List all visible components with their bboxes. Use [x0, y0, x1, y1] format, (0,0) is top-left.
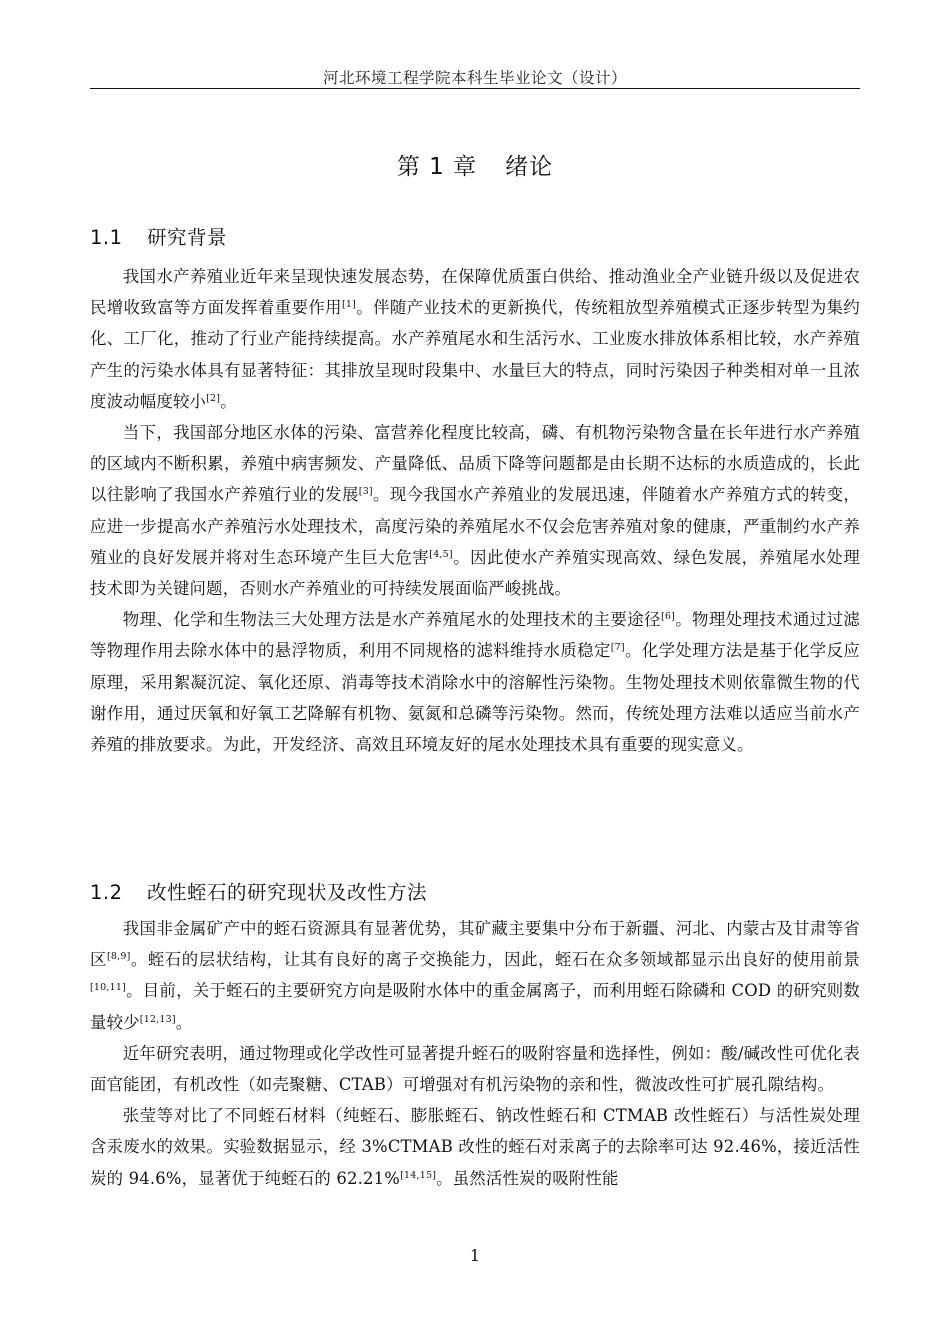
chapter-title — [0, 148, 950, 181]
citation: [14,15] — [400, 1169, 437, 1181]
text-run: 张莹等对比了不同蛭石材料（纯蛭石、膨胀蛭石、钠改性蛭石和 CTMAB 改性蛭石）与活性炭处理含汞废水的效果。实验数据显示，经 3%CTMAB 改性的蛭石对汞离子的去除率可达 92.46%，接近活性炭的 94.6%，显著优于纯蛭石的 62.21% — [90, 1106, 860, 1188]
text-run: 我国非金属矿产中的蛭石资源具有显著优势，其矿藏主要集中分布于新疆、河北、内蒙古及甘肃等省区 — [90, 919, 860, 970]
running-header: 河北环境工程学院本科生毕业论文（设计） — [322, 69, 627, 87]
text-run: 。化学处理方法是基于化学反应原理，采用絮凝沉淀、氧化还原、消毒等技术消除水中的溶解性污染物。生物处理技术则依靠微生物的代谢作用，通过厌氧和好氧工艺降解有机物、氨氮和总磷等污染物。然而，传统处理方法难以适应当前水产养殖的排放要求。为此，开发经济、高效且环境友好的尾水处理技术具有重要的现实意义。 — [90, 641, 860, 755]
citation: [4,5] — [429, 548, 453, 560]
text-run: 。蛭石的层状结构，让其有良好的离子交换能力，因此，蛭石在众多领域都显示出良好的使用前景 — [130, 950, 860, 970]
section-heading-1-2 — [90, 877, 427, 905]
citation: [6] — [660, 611, 676, 623]
text-run: 。 — [175, 1012, 193, 1032]
header-rule — [90, 88, 860, 89]
text-run: 。伴随产业技术的更新换代，传统粗放型养殖模式正逐步转型为集约化、工厂化，推动了行业产能持续提高。水产养殖尾水和生活污水、工业废水排放体系相比较，水产养殖产生的污染水体具有显著特征：其排放呈现时段集中、水量巨大的特点，同时污染因子种类相对单一且浓度波动幅度较小 — [90, 298, 861, 411]
chapter-name: 绪论 — [505, 154, 554, 180]
paragraph — [90, 604, 860, 760]
text-run: 。因此使水产养殖实现高效、绿色发展，养殖尾水处理技术即为关键问题，否则水产养殖业的可持续发展面临严峻挑战。 — [90, 547, 860, 599]
citation: [1] — [341, 299, 357, 311]
section-number: 1.1 — [90, 226, 123, 249]
paragraph — [90, 417, 860, 604]
text-run: 。虽然活性炭的吸附性能 — [436, 1168, 619, 1188]
text-run: 当下，我国部分地区水体的污染、富营养化程度比较高，磷、有机物污染物含量在长年进行水产养殖的区域内不断积累，养殖中病害频发、产量降低、品质下降等问题都是由长期不达标的水质造成的，长此以往影响了我国水产养殖行业的发展 — [90, 423, 860, 505]
section-title: 研究背景 — [147, 226, 228, 249]
text-run: 。物理处理技术通过过滤等物理作用去除水体中的悬浮物质，利用不同规格的滤料维持水质稳定 — [90, 610, 861, 661]
chapter-number: 第 1 章 — [396, 154, 478, 180]
citation: [10,11] — [90, 982, 127, 994]
citation: [7] — [610, 642, 625, 654]
text-run: 。目前，关于蛭石的主要研究方向是吸附水体中的重金属离子，而利用蛭石除磷和 COD 的研究则数量较少 — [90, 981, 860, 1032]
paragraph — [90, 261, 860, 417]
section-body — [90, 261, 860, 760]
section-body — [90, 913, 860, 1194]
text-run: 。现今我国水产养殖业的发展迅速，伴随着水产养殖方式的转变，应进一步提高水产养殖污水处理技术，高度污染的养殖尾水不仅会危害养殖对象的健康，严重制约水产养殖业的良好发展并将对生态环境产生巨大危害 — [90, 485, 860, 567]
section-number: 1.2 — [90, 881, 123, 904]
text-run: 近年研究表明，通过物理或化学改性可显著提升蛭石的吸附容量和选择性，例如：酸/碱改性可优化表面官能团，有机改性（如壳聚糖、CTAB）可增强对有机污染物的亲和性，微波改性可扩展孔隙结构。 — [90, 1043, 860, 1095]
text-run: 物理、化学和生物法三大处理方法是水产养殖尾水的处理技术的主要途径 — [122, 610, 661, 630]
citation: [8,9] — [106, 951, 131, 963]
text-run: 我国水产养殖业近年来呈现快速发展态势，在保障优质蛋白供给、推动渔业全产业链升级以及促进农民增收致富等方面发挥着重要作用 — [90, 267, 860, 318]
text-run: 。 — [220, 391, 237, 411]
citation: [12,13] — [139, 1013, 176, 1025]
paragraph — [90, 1100, 860, 1194]
paragraph — [90, 913, 860, 1038]
citation: [2] — [206, 392, 221, 404]
paragraph — [90, 1038, 860, 1100]
section-heading-1-1 — [90, 222, 227, 250]
citation: [3] — [358, 486, 373, 498]
section-title: 改性蛭石的研究现状及改性方法 — [147, 881, 428, 904]
page-number: 1 — [469, 1246, 481, 1265]
